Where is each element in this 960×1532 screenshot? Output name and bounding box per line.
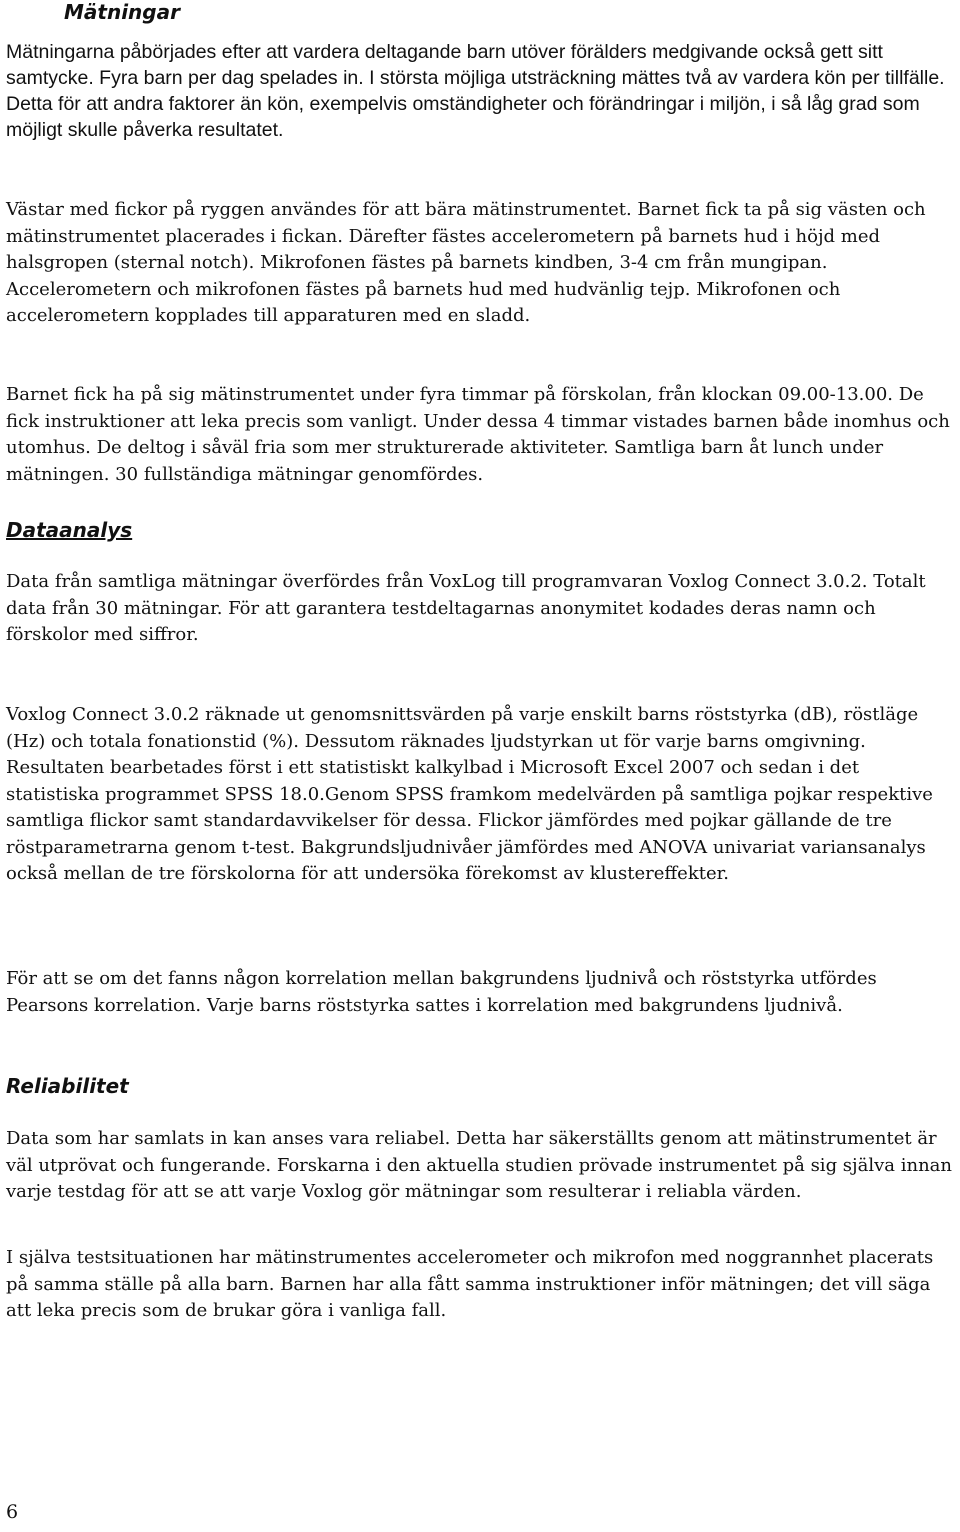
page-number: 6 [6,1501,19,1523]
paragraph-dataanalys-3: För att se om det fanns någon korrelation mellan bakgrundens ljudnivå och röststyrka utfördes Pearsons korrelation. Varje barns röststyrka sattes i korrelation med bakgrundens ljudnivå. [6,968,877,1016]
paragraph-reliabilitet-2: I själva testsituationen har mätinstrumentes accelerometer och mikrofon med noggrannhet placerats på samma ställe på alla barn. Barnen har alla fått samma instruktioner inför mätningen; det vill säga att leka precis som de brukar göra i vanliga fall. [6,1247,934,1321]
section-heading-matningar: Mätningar [64,0,180,24]
paragraph-dataanalys-2: Voxlog Connect 3.0.2 räknade ut genomsnittsvärden på varje enskilt barns röststyrka (dB), röstläge (Hz) och totala fonationstid (%). Dessutom räknades ljudstyrkan ut för varje barns omgivning. Resultaten bearbetades först i ett statistiskt kalkylbad i Microsoft Excel 2007 och sedan i det statistiska programmet SPSS 18.0.Genom SPSS framkom medelvärden på samtliga pojkar respektive samtliga flickor samt standardavvikelser för dessa. Flickor jämfördes med pojkar gällande de tre röstparametrarna genom t-test. Bakgrundsljudnivåer jämfördes med ANOVA univariat variansanalys också mellan de tre förskolorna för att undersöka förekomst av klustereffekter. [6,704,933,884]
paragraph-dataanalys-1: Data från samtliga mätningar överfördes från VoxLog till programvaran Voxlog Connect 3.0.2. Totalt data från 30 mätningar. För att garantera testdeltagarnas anonymitet kodades deras namn och förskolor med siffror. [6,571,926,645]
paragraph-matningar-1: Mätningarna påbörjades efter att vardera deltagande barn utöver förälders medgivande också gett sitt samtycke. Fyra barn per dag spelades in. I största möjliga utsträckning mättes två av vardera kön per tillfälle. Detta för att andra faktorer än kön, exempelvis omständigheter och förändringar i miljön, i så låg grad som möjligt skulle påverka resultatet. [6,41,945,141]
section-heading-reliabilitet: Reliabilitet [6,1074,129,1098]
paragraph-matningar-3: Barnet fick ha på sig mätinstrumentet under fyra timmar på förskolan, från klockan 09.00-13.00. De fick instruktioner att leka precis som vanligt. Under dessa 4 timmar vistades barnen både inomhus och utomhus. De deltog i såväl fria som mer strukturerade aktiviteter. Samtliga barn åt lunch under mätningen. 30 fullständiga mätningar genomfördes. [6,384,950,485]
section-heading-dataanalys: Dataanalys [6,518,133,542]
paragraph-matningar-2: Västar med fickor på ryggen användes för att bära mätinstrumentet. Barnet fick ta på sig västen och mätinstrumentet placerades i fickan. Därefter fästes accelerometern på barnets hud i höjd med halsgropen (sternal notch). Mikrofonen fästes på barnets kindben, 3-4 cm från mungipan. Accelerometern och mikrofonen fästes på barnets hud med hudvänlig tejp. Mikrofonen och accelerometern kopplades till apparaturen med en sladd. [6,199,926,326]
paragraph-reliabilitet-1: Data som har samlats in kan anses vara reliabel. Detta har säkerställts genom att mätinstrumentet är väl utprövat och fungerande. Forskarna i den aktuella studien prövade instrumentet på sig själva innan varje testdag för att se att varje Voxlog gör mätningar som resulterar i reliabla värden. [6,1128,953,1202]
